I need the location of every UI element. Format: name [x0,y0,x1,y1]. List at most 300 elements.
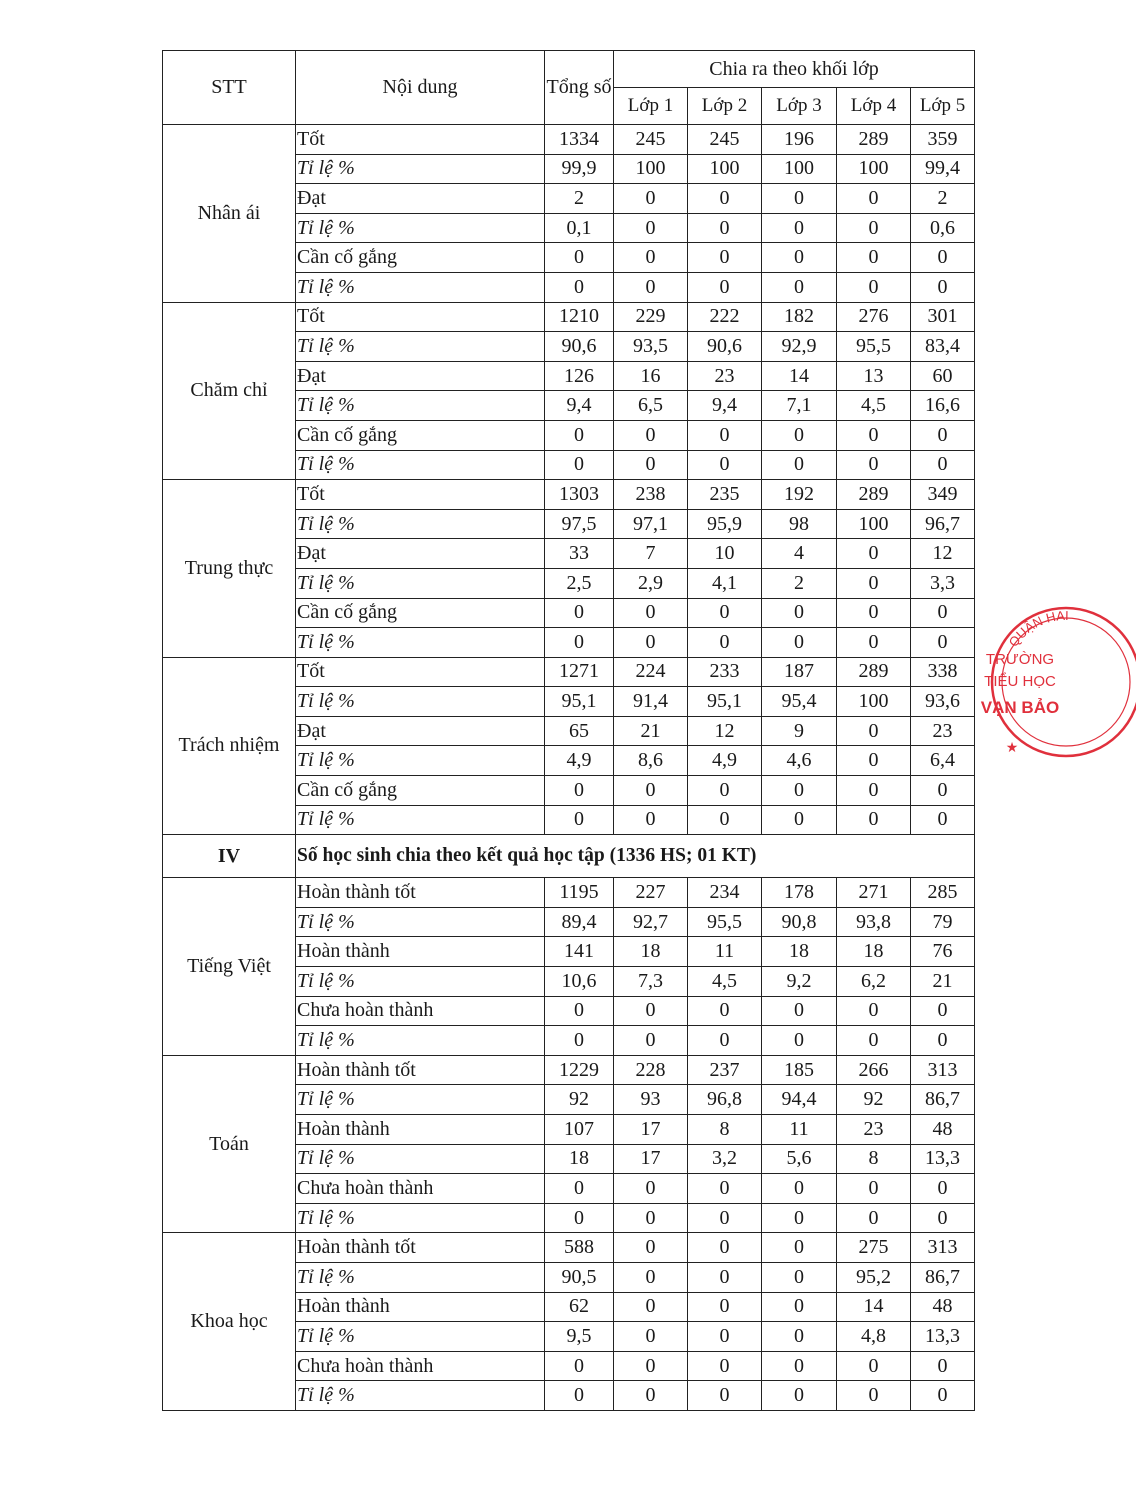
cell-grade-3: 196 [762,125,837,155]
cell-grade-1: 0 [614,1233,688,1263]
cell-grade-1: 17 [614,1144,688,1174]
row-label: Tỉ lệ % [296,746,545,776]
cell-grade-3: 0 [762,1262,837,1292]
cell-grade-5: 0,6 [911,213,975,243]
row-label: Tỉ lệ % [296,1085,545,1115]
cell-total: 9,4 [545,391,614,421]
row-label: Hoàn thành tốt [296,1233,545,1263]
cell-grade-3: 0 [762,243,837,273]
cell-grade-4: 0 [837,568,911,598]
table-body-qualities [163,125,975,835]
cell-total: 1303 [545,480,614,510]
cell-total: 588 [545,1233,614,1263]
cell-grade-5: 0 [911,776,975,806]
table-row [163,1233,975,1263]
cell-grade-4: 0 [837,628,911,658]
cell-grade-5: 0 [911,1203,975,1233]
cell-total: 1229 [545,1055,614,1085]
table-section-iv [163,835,975,878]
cell-grade-3: 95,4 [762,687,837,717]
cell-grade-2: 3,2 [688,1144,762,1174]
group-name: Toán [163,1055,296,1233]
cell-grade-5: 93,6 [911,687,975,717]
header-lop-3: Lớp 3 [762,88,837,125]
cell-grade-2: 100 [688,154,762,184]
cell-grade-1: 7,3 [614,967,688,997]
cell-grade-3: 0 [762,420,837,450]
cell-grade-1: 229 [614,302,688,332]
cell-grade-4: 0 [837,805,911,835]
row-label: Hoàn thành [296,937,545,967]
cell-grade-2: 0 [688,420,762,450]
row-label: Tỉ lệ % [296,568,545,598]
cell-grade-4: 0 [837,776,911,806]
row-label: Đạt [296,716,545,746]
cell-grade-1: 228 [614,1055,688,1085]
cell-grade-3: 0 [762,272,837,302]
section-row [163,835,975,878]
cell-grade-4: 95,2 [837,1262,911,1292]
cell-grade-2: 8 [688,1115,762,1145]
group-name: Khoa học [163,1233,296,1411]
row-label: Tốt [296,480,545,510]
cell-grade-5: 0 [911,1026,975,1056]
cell-grade-1: 91,4 [614,687,688,717]
cell-grade-3: 0 [762,213,837,243]
stamp-line-1: QUẬN HAI [1005,607,1069,650]
cell-grade-2: 233 [688,657,762,687]
cell-grade-4: 0 [837,716,911,746]
row-label: Hoàn thành [296,1292,545,1322]
cell-grade-3: 4,6 [762,746,837,776]
header-stt: STT [163,51,296,125]
cell-grade-4: 92 [837,1085,911,1115]
cell-grade-3: 14 [762,361,837,391]
row-label: Tỉ lệ % [296,213,545,243]
cell-grade-3: 0 [762,1292,837,1322]
cell-grade-4: 0 [837,1174,911,1204]
cell-grade-2: 95,9 [688,509,762,539]
cell-grade-2: 234 [688,878,762,908]
cell-grade-3: 0 [762,805,837,835]
cell-total: 62 [545,1292,614,1322]
cell-grade-1: 92,7 [614,907,688,937]
cell-total: 90,6 [545,332,614,362]
row-label: Tỉ lệ % [296,907,545,937]
table-row [163,125,975,155]
cell-grade-4: 0 [837,1203,911,1233]
row-label: Hoàn thành tốt [296,878,545,908]
row-label: Tỉ lệ % [296,332,545,362]
row-label: Tỉ lệ % [296,1381,545,1411]
cell-grade-2: 245 [688,125,762,155]
cell-grade-5: 86,7 [911,1085,975,1115]
cell-grade-1: 0 [614,1292,688,1322]
cell-grade-5: 0 [911,272,975,302]
cell-grade-5: 0 [911,420,975,450]
cell-grade-4: 0 [837,184,911,214]
row-label: Tỉ lệ % [296,1144,545,1174]
cell-grade-3: 0 [762,450,837,480]
cell-grade-2: 0 [688,243,762,273]
cell-grade-5: 60 [911,361,975,391]
cell-grade-3: 11 [762,1115,837,1145]
cell-grade-5: 313 [911,1233,975,1263]
row-label: Tỉ lệ % [296,687,545,717]
cell-total: 126 [545,361,614,391]
table-row [163,480,975,510]
cell-grade-2: 0 [688,805,762,835]
cell-total: 0 [545,1381,614,1411]
cell-grade-4: 0 [837,598,911,628]
cell-grade-1: 0 [614,1174,688,1204]
cell-grade-3: 0 [762,996,837,1026]
cell-grade-3: 0 [762,628,837,658]
cell-grade-5: 23 [911,716,975,746]
header-lop-1: Lớp 1 [614,88,688,125]
cell-grade-4: 276 [837,302,911,332]
cell-grade-5: 16,6 [911,391,975,421]
cell-grade-4: 0 [837,213,911,243]
row-label: Chưa hoàn thành [296,1174,545,1204]
header-lop-5: Lớp 5 [911,88,975,125]
cell-total: 92 [545,1085,614,1115]
cell-grade-3: 92,9 [762,332,837,362]
star-icon: ★ [1005,740,1019,756]
stamp-line-3: TIỂU HỌC [984,673,1056,690]
row-label: Chưa hoàn thành [296,996,545,1026]
cell-grade-5: 349 [911,480,975,510]
cell-grade-2: 0 [688,450,762,480]
header-tong-so: Tổng số [545,51,614,125]
cell-grade-4: 0 [837,1381,911,1411]
row-label: Đạt [296,184,545,214]
cell-grade-4: 289 [837,125,911,155]
cell-grade-4: 289 [837,480,911,510]
cell-grade-4: 13 [837,361,911,391]
section-title: Số học sinh chia theo kết quả học tập (1336 HS; 01 KT) [296,835,975,878]
cell-grade-1: 0 [614,1322,688,1352]
cell-total: 0 [545,598,614,628]
cell-grade-3: 9,2 [762,967,837,997]
cell-grade-1: 16 [614,361,688,391]
cell-grade-1: 0 [614,450,688,480]
cell-grade-2: 0 [688,1262,762,1292]
cell-grade-5: 6,4 [911,746,975,776]
cell-grade-3: 7,1 [762,391,837,421]
cell-total: 89,4 [545,907,614,937]
stamp-line-2: TRƯỜNG [985,651,1055,668]
cell-total: 18 [545,1144,614,1174]
row-label: Tốt [296,302,545,332]
cell-total: 10,6 [545,967,614,997]
header-chia-ra: Chia ra theo khối lớp [614,51,975,88]
cell-grade-2: 222 [688,302,762,332]
cell-grade-1: 238 [614,480,688,510]
cell-grade-5: 83,4 [911,332,975,362]
cell-grade-5: 285 [911,878,975,908]
cell-grade-5: 0 [911,628,975,658]
cell-total: 90,5 [545,1262,614,1292]
cell-grade-2: 0 [688,1292,762,1322]
cell-grade-3: 100 [762,154,837,184]
row-label: Chưa hoàn thành [296,1351,545,1381]
cell-grade-2: 0 [688,996,762,1026]
row-label: Tỉ lệ % [296,1026,545,1056]
cell-grade-5: 96,7 [911,509,975,539]
row-label: Tỉ lệ % [296,450,545,480]
cell-grade-1: 21 [614,716,688,746]
row-label: Đạt [296,361,545,391]
cell-grade-4: 275 [837,1233,911,1263]
header-noi-dung: Nội dung [296,51,545,125]
cell-grade-1: 0 [614,1026,688,1056]
cell-grade-1: 0 [614,213,688,243]
cell-grade-4: 23 [837,1115,911,1145]
cell-grade-3: 18 [762,937,837,967]
row-label: Tỉ lệ % [296,154,545,184]
cell-grade-4: 8 [837,1144,911,1174]
cell-grade-2: 90,6 [688,332,762,362]
cell-grade-2: 0 [688,1381,762,1411]
cell-total: 107 [545,1115,614,1145]
table-row [163,1055,975,1085]
cell-grade-4: 14 [837,1292,911,1322]
cell-grade-1: 2,9 [614,568,688,598]
row-label: Cần cố gắng [296,776,545,806]
cell-grade-2: 0 [688,272,762,302]
cell-grade-5: 99,4 [911,154,975,184]
cell-grade-2: 0 [688,213,762,243]
cell-grade-3: 187 [762,657,837,687]
cell-grade-2: 9,4 [688,391,762,421]
cell-grade-3: 0 [762,1026,837,1056]
header-lop-2: Lớp 2 [688,88,762,125]
cell-grade-2: 235 [688,480,762,510]
cell-total: 99,9 [545,154,614,184]
table-row [163,302,975,332]
cell-grade-5: 79 [911,907,975,937]
cell-total: 0 [545,1351,614,1381]
cell-grade-2: 0 [688,1322,762,1352]
cell-grade-2: 4,1 [688,568,762,598]
cell-grade-2: 0 [688,1351,762,1381]
cell-grade-4: 0 [837,420,911,450]
cell-grade-1: 18 [614,937,688,967]
cell-grade-4: 100 [837,509,911,539]
cell-grade-5: 21 [911,967,975,997]
row-label: Hoàn thành tốt [296,1055,545,1085]
cell-grade-2: 0 [688,184,762,214]
cell-grade-3: 0 [762,1322,837,1352]
group-name: Trách nhiệm [163,657,296,835]
cell-total: 0 [545,1203,614,1233]
cell-total: 0 [545,272,614,302]
cell-grade-5: 76 [911,937,975,967]
table-row [163,657,975,687]
cell-grade-1: 0 [614,1262,688,1292]
cell-grade-5: 0 [911,805,975,835]
cell-grade-4: 0 [837,746,911,776]
cell-grade-5: 48 [911,1292,975,1322]
cell-grade-3: 2 [762,568,837,598]
cell-total: 9,5 [545,1322,614,1352]
cell-grade-2: 0 [688,1026,762,1056]
cell-grade-2: 0 [688,1174,762,1204]
cell-grade-2: 95,5 [688,907,762,937]
cell-grade-5: 2 [911,184,975,214]
cell-total: 97,5 [545,509,614,539]
cell-grade-1: 17 [614,1115,688,1145]
cell-grade-3: 0 [762,1381,837,1411]
cell-grade-4: 4,8 [837,1322,911,1352]
cell-grade-3: 94,4 [762,1085,837,1115]
cell-grade-5: 301 [911,302,975,332]
cell-total: 141 [545,937,614,967]
cell-grade-4: 100 [837,154,911,184]
cell-grade-1: 0 [614,272,688,302]
cell-total: 0 [545,776,614,806]
cell-grade-2: 0 [688,1233,762,1263]
row-label: Tốt [296,657,545,687]
cell-total: 0 [545,243,614,273]
cell-grade-1: 245 [614,125,688,155]
cell-grade-3: 178 [762,878,837,908]
cell-total: 0 [545,420,614,450]
row-label: Tỉ lệ % [296,1322,545,1352]
school-stamp [976,600,1136,760]
cell-total: 4,9 [545,746,614,776]
cell-grade-4: 0 [837,1026,911,1056]
cell-grade-1: 0 [614,598,688,628]
cell-grade-4: 0 [837,539,911,569]
group-name: Tiếng Việt [163,878,296,1056]
cell-grade-3: 0 [762,1203,837,1233]
row-label: Cần cố gắng [296,420,545,450]
row-label: Tỉ lệ % [296,1262,545,1292]
cell-grade-4: 100 [837,687,911,717]
cell-grade-4: 93,8 [837,907,911,937]
cell-grade-1: 227 [614,878,688,908]
row-label: Hoàn thành [296,1115,545,1145]
cell-grade-5: 0 [911,243,975,273]
cell-total: 1210 [545,302,614,332]
row-label: Tỉ lệ % [296,805,545,835]
cell-grade-4: 95,5 [837,332,911,362]
cell-grade-5: 0 [911,1381,975,1411]
cell-grade-3: 0 [762,184,837,214]
cell-grade-4: 0 [837,1351,911,1381]
cell-grade-2: 23 [688,361,762,391]
cell-grade-4: 0 [837,272,911,302]
row-label: Tỉ lệ % [296,391,545,421]
cell-total: 0 [545,450,614,480]
stamp-line-4: VẠN BẢO [980,698,1060,717]
cell-grade-3: 0 [762,1174,837,1204]
cell-grade-5: 0 [911,598,975,628]
cell-grade-1: 7 [614,539,688,569]
cell-grade-1: 0 [614,1203,688,1233]
table-row [163,878,975,908]
cell-grade-3: 0 [762,1233,837,1263]
cell-grade-5: 3,3 [911,568,975,598]
cell-grade-3: 0 [762,598,837,628]
cell-grade-2: 96,8 [688,1085,762,1115]
cell-grade-4: 18 [837,937,911,967]
cell-grade-1: 0 [614,243,688,273]
cell-grade-3: 98 [762,509,837,539]
row-label: Đạt [296,539,545,569]
cell-total: 1334 [545,125,614,155]
cell-grade-5: 0 [911,450,975,480]
cell-grade-3: 192 [762,480,837,510]
cell-grade-4: 0 [837,450,911,480]
cell-grade-5: 0 [911,1351,975,1381]
table-body-subjects [163,878,975,1411]
cell-grade-1: 0 [614,1351,688,1381]
cell-grade-5: 0 [911,996,975,1026]
results-table [162,50,975,1411]
row-label: Tỉ lệ % [296,1203,545,1233]
cell-total: 95,1 [545,687,614,717]
row-label: Tỉ lệ % [296,272,545,302]
cell-grade-2: 237 [688,1055,762,1085]
cell-grade-1: 6,5 [614,391,688,421]
cell-grade-1: 0 [614,996,688,1026]
cell-total: 2,5 [545,568,614,598]
cell-grade-5: 359 [911,125,975,155]
cell-grade-2: 10 [688,539,762,569]
cell-grade-5: 338 [911,657,975,687]
cell-grade-2: 0 [688,598,762,628]
group-name: Nhân ái [163,125,296,303]
section-number: IV [163,835,296,878]
cell-total: 0 [545,1026,614,1056]
cell-grade-2: 95,1 [688,687,762,717]
cell-grade-3: 0 [762,1351,837,1381]
cell-total: 0 [545,1174,614,1204]
cell-grade-1: 0 [614,776,688,806]
cell-grade-5: 313 [911,1055,975,1085]
cell-grade-4: 0 [837,243,911,273]
cell-grade-3: 5,6 [762,1144,837,1174]
cell-grade-2: 4,5 [688,967,762,997]
cell-grade-4: 0 [837,996,911,1026]
cell-grade-3: 90,8 [762,907,837,937]
cell-total: 65 [545,716,614,746]
cell-grade-5: 0 [911,1174,975,1204]
cell-grade-4: 289 [837,657,911,687]
group-name: Trung thực [163,480,296,658]
cell-grade-1: 0 [614,184,688,214]
cell-grade-1: 93,5 [614,332,688,362]
cell-total: 1195 [545,878,614,908]
cell-grade-5: 13,3 [911,1144,975,1174]
header-row-top [163,51,975,88]
cell-total: 0 [545,628,614,658]
cell-total: 0 [545,805,614,835]
cell-grade-2: 4,9 [688,746,762,776]
cell-grade-1: 0 [614,1381,688,1411]
cell-grade-5: 48 [911,1115,975,1145]
cell-grade-1: 0 [614,420,688,450]
cell-grade-3: 185 [762,1055,837,1085]
row-label: Tỉ lệ % [296,509,545,539]
cell-grade-3: 4 [762,539,837,569]
cell-grade-1: 0 [614,805,688,835]
cell-grade-1: 97,1 [614,509,688,539]
cell-grade-5: 13,3 [911,1322,975,1352]
